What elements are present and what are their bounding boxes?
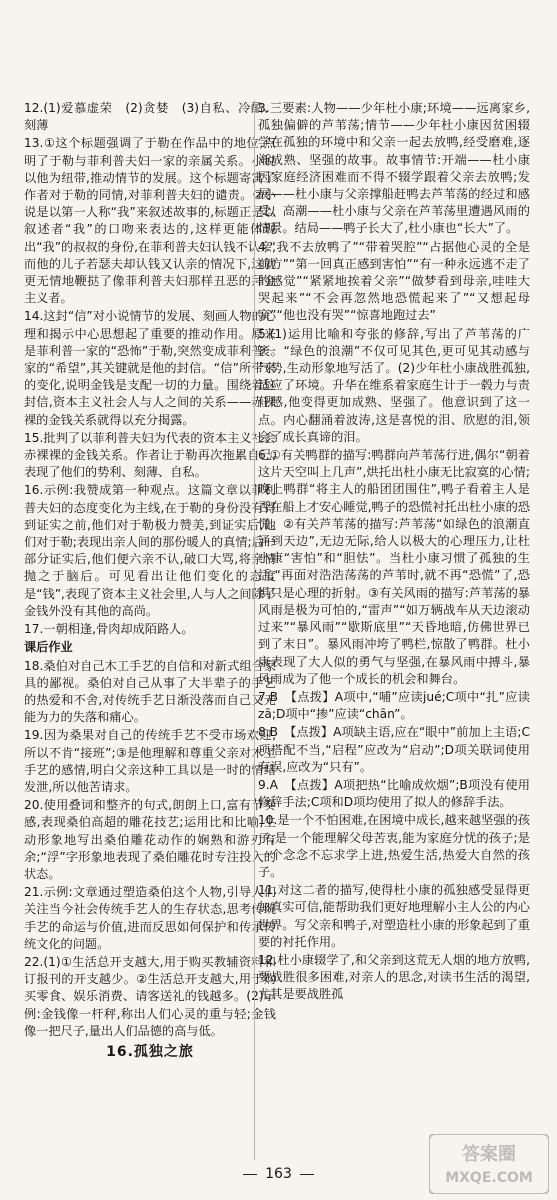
right-answer-item xyxy=(258,100,530,238)
homework-answer-item xyxy=(24,884,276,953)
item-text: 9.A 【点拨】A项把热“比喻成炊烟”;B项没有使用修辞手法;C项和D项均使用了拟人的修辞手法。 xyxy=(258,777,530,810)
right-answer-item xyxy=(258,239,530,325)
left-answer-item xyxy=(24,100,276,134)
lesson-title: 16.孤独之旅 xyxy=(106,1043,194,1060)
left-answer-item xyxy=(24,482,276,620)
item-text: 7.B 【点拨】A项中,“哺”应读jué;C项中“扎”应读zā;D项中“掺”应读“chān”。 xyxy=(258,689,530,722)
page-number-text: 163 xyxy=(265,1166,292,1182)
left-answer-item xyxy=(24,308,276,428)
item-text: 10.是一个不怕困难,在困境中成长,越来越坚强的孩子;是一个能理解父母苦衷,能为家庭分忧的孩子;是一个念念不忘求学上进,热爱生活,热爱大自然的孩子。 xyxy=(258,813,530,879)
right-answer-item xyxy=(258,447,530,688)
item-text: 5.(1)运用比喻和夸张的修辞,写出了芦苇荡的广袤。“绿色的浪潮”不仅可见其色,更可见其动感与气势,生动形象地写活了。(2)少年杜小康战胜孤独,适应了环境。升华在维系着家庭生计于一毂力与责任感,他变得更加成熟、坚强了。他意识到了这一点。内心翻涌着波涛,这是喜悦的泪、欣慰的泪,领会了成长真谛的泪。 xyxy=(258,326,530,444)
item-text: 12.杜小康辍学了,和父亲到这荒无人烟的地方放鸭,要战胜很多困难,对亲人的思念,对读书生活的渴望,尤其是要战胜孤 xyxy=(258,952,530,1002)
item-text: 13.①这个标题强调了于勒在作品中的地位,点明了于勒与菲利普夫妇一家的亲属关系。小说以他为纽带,推动情节的发展。这个标题寄寓了作者对于勒的同情,对菲利普夫妇的谴责。②小说是以第一人称“我”来叙述故事的,标题正是以叙述者“我”的口吻来表达的,这样更能体现出“我”的叔叔的身份,在菲利普夫妇认钱不认亲,而他的儿子若瑟夫却认钱又认亲的情况下,这就更无情地鞭挞了像菲利普夫妇那样丑恶的拜金主义者。 xyxy=(24,136,276,306)
item-text: 14.这封“信”对小说情节的发展、刻画人物的心理和揭示中心思想起了重要的推动作用。原来是菲利普一家的“恐怖”于勒,突然变成菲利普一家的“希望”,其关键就是他的封信。“信”所带来的变化,说明金钱是支配一切的力量。围绕着这封信,资本主义社会人与人之间的关系——赤裸裸的金钱关系就得以充分揭露。 xyxy=(24,309,276,427)
dash-right xyxy=(300,1174,314,1175)
right-answer-item xyxy=(258,812,530,881)
item-text: 11.对这二者的描写,使得杜小康的孤独感受显得更加真实可信,能帮助我们更好地理解小主人公的内心世界。写父亲和鸭子,对塑造杜小康的形象起到了重要的衬托作用。 xyxy=(258,883,530,949)
item-text: 3.三要素:人物——少年杜小康;环境——远离家乡,孤独偏僻的芦苇荡;情节——少年杜小康因贫困辍学在孤独的环境中和父亲一起去放鸭,经受磨难,逐渐成熟、坚强的故事。故事情节:开端——杜小康因家庭经济困难而不得不辍学跟着父亲去放鸭;发展——杜小康与父亲撑船赶鸭去芦苇荡的经过和感受。高潮——杜小康与父亲在芦苇荡里遭遇风雨的情景。结局——鸭子长大了,杜小康也“长大”了。 xyxy=(258,101,530,236)
item-text: 12.(1)爱慕虚荣 (2)贪婪 (3)自私、冷酷、刻薄 xyxy=(24,101,276,133)
section-heading: 课后作业 xyxy=(24,640,73,655)
left-column xyxy=(24,100,276,1061)
item-text: 6.①有关鸭群的描写:鸭群向芦苇荡行进,偶尔“朝着这片天空叫上几声”,烘托出杜小康无比寂寞的心情;晚上鸭群“将主人的船团团围住”,鸭子看着主人是否在船上才安心睡觉,鸭子的恐慌衬托出杜小康的恐慌。②有关芦苇荡的描写:芦苇荡“如绿色的浪潮直涌到天边”,无边无际,给人以极大的心理压力,让杜小康“害怕”和“胆怯”。当杜小康习惯了孤独的生活,“再面对浩浩荡荡的芦苇时,就不再“恐慌”了,恐惧只是心理的折射。③有关风雨的描写:芦苇荡的暴风雨是极为可怕的,“雷声”“如万辆战车从天边滚动过来”“暴风雨”“歇斯底里”“天昏地暗,仿佛世界已到了末日”。暴风雨冲垮了鸭栏,惊散了鸭群。杜小康表现了大人似的勇气与坚强,在暴风雨中搏斗,暴风雨成为了他一个成长的机会和舞台。 xyxy=(258,448,530,686)
right-answer-item xyxy=(258,326,530,446)
item-text: 18.桑伯对自己木工手艺的自信和对新式组合家具的鄙视。桑伯对自己从事了大半辈子的手艺的热爱和不舍,对传统手艺日渐没落而自己又无能为力的失落和痛心。 xyxy=(24,658,276,725)
right-answer-item xyxy=(258,689,530,723)
column-divider xyxy=(254,100,255,1160)
right-answer-item xyxy=(258,952,530,1004)
item-text: 22.(1)①生活总开支越大,用于购买教辅资料和订报刊的开支越少。②生活总开支越大,用于购买零食、娱乐消费、请客送礼的钱越多。(2)示例:金钱像一杆秤,称出人们心灵的重与轻;金钱像一把尺子,量出人们品德的高与低。 xyxy=(24,954,276,1038)
homework-answer-item xyxy=(24,658,276,727)
item-text: 16.示例:我赞成第一种观点。这篇文章以菲利普夫妇的态度变化为主线,在于勒的身份没有得到证实之前,他们对于勒极力赞美,到证实后,他们对于勒;表现出亲人间的那份暖人的真情;后一部分证实后,他们便六亲不认,破口大骂,将亲情抛之于脑后。可见看出让他们变化的态度是“钱”,表现了资本主义社会里,人与人之间除了金钱外没有其他的高尚。 xyxy=(24,483,276,618)
item-text: 8.B 【点拨】A项缺主语,应在“眼中”前加上主语;C项搭配不当,“启程”应改为“启动”;D项关联词使用有误,应改为“只有”。 xyxy=(258,725,530,774)
homework-answer-item xyxy=(24,954,276,1040)
right-answer-item xyxy=(258,777,530,811)
item-text: 4.“我不去放鸭了”“带着哭腔”“占据他心灵的全是前方”“第一回真正感到害怕”“有一种永远逃不走了的感觉”“紧紧地挨着父亲”“做梦看到母亲,哇哇大哭起来”“不会再忽然地恐慌起来了”“又想起母亲”“他也没有哭”“惊喜地跑过去” xyxy=(258,239,530,323)
right-answer-item xyxy=(258,882,530,951)
item-text: 17.一朝相逢,骨肉却成陌路人。 xyxy=(24,622,194,637)
left-answer-item xyxy=(24,430,276,482)
svg-text:答案圈: 答案圈 xyxy=(462,1144,516,1165)
homework-answer-item xyxy=(24,797,276,883)
right-column xyxy=(258,100,530,1005)
dash-left xyxy=(243,1174,257,1175)
svg-text:MXQE.COM: MXQE.COM xyxy=(445,1170,533,1186)
homework-answer-item xyxy=(24,727,276,796)
item-text: 20.使用叠词和整齐的句式,朗朗上口,富有节奏感,表现桑伯高超的雕花技艺;运用比和比喻,生动形象地写出桑伯雕花动作的娴熟和游刃有余;“浮”字形象地表现了桑伯雕花时专注投入的状态。 xyxy=(24,798,276,881)
right-answer-item xyxy=(258,724,530,776)
left-answer-item xyxy=(24,135,276,307)
item-text: 15.批判了以菲利普夫妇为代表的资本主义社会赤裸裸的金钱关系。作者让于勒再次拖累自己,表现了他们的势利、刻薄、自私。 xyxy=(24,430,276,480)
item-text: 21.示例:文章通过塑造桑伯这个人物,引导人们关注当今社会传统手艺人的生存状态,思考传统手艺的命运与价值,进而反思如何保护和传承传统文化的问题。 xyxy=(24,885,276,951)
watermark-logo xyxy=(429,1134,549,1194)
item-text: 19.因为桑果对自己的传统手艺不受市场欢迎,所以不肯“接班”;③是他理解和尊重父亲对木工手艺的感情,明白父亲这种工具以是一时的情绪发泄,所以他苦请求。 xyxy=(24,728,276,794)
left-answer-item xyxy=(24,621,276,638)
